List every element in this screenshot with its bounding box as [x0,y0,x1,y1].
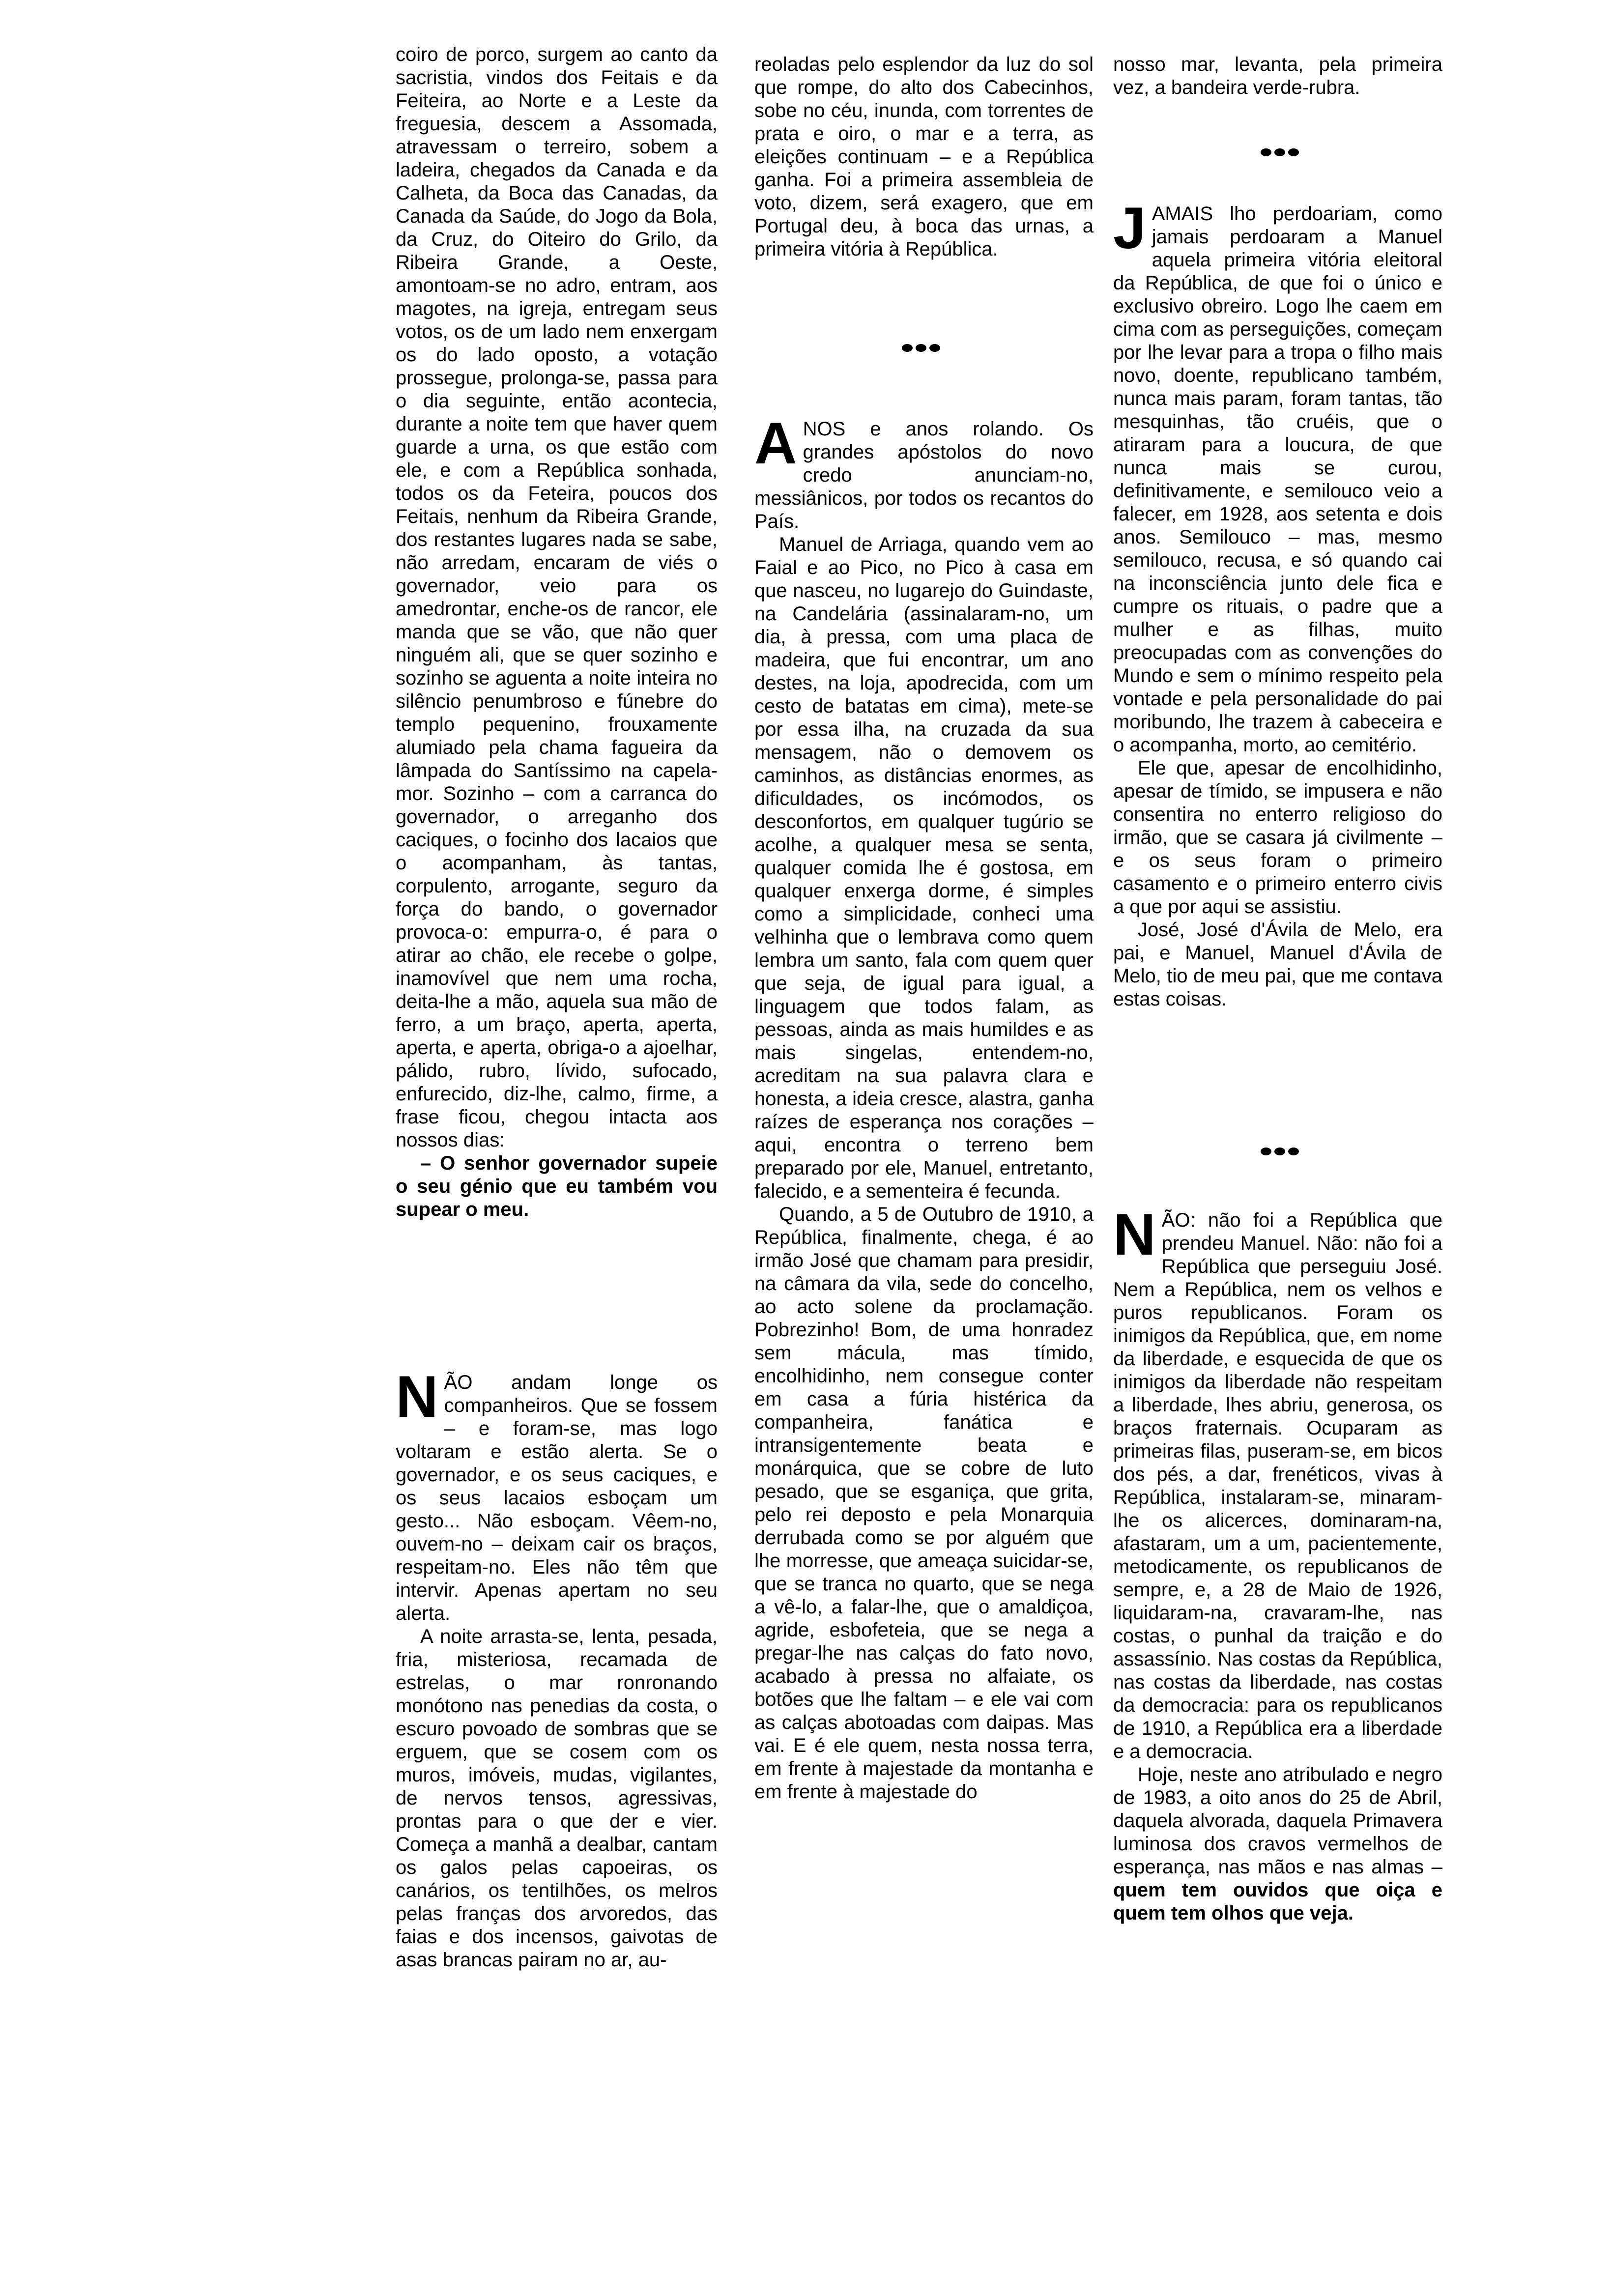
drop-cap: N [1113,1202,1156,1267]
closing-bold-text: quem tem ouvidos que oiça e quem tem olhos que veja. [1113,1879,1442,1924]
paragraph: José, José d'Ávila de Melo, era pai, e Manuel, Manuel d'Ávila de Melo, tio de meu pai, que me contava estas coisas. [1113,919,1442,1010]
column-3-section-3 [1113,1202,1442,1925]
column-3-top [1113,53,1442,99]
paragraph: JAMAIS lho perdoariam, como jamais perdoaram a Manuel aquela primeira vitória eleitoral da República, de que foi o único e exclusivo obreiro. Logo lhe caem em cima com as perseguições, começam por lhe levar para a tropa o filho mais novo, doente, republicano também, nunca mais param, foram tantas, tão mesquinhas, tão cruéis, que o atiraram para a loucura, de que nunca mais se curou, definitivamente, e semilouco veio a falecer, em 1928, aos setenta e dois anos. Semilouco – mas, mesmo semilouco, recusa, e só quando cai na inconsciência junto dele fica e cumpre os rituais, o padre que a mulher e as filhas, muito preocupadas com as convenções do Mundo e sem o mínimo respeito pela vontade e pela personalidade do pai moribundo, lhe trazem à cabeceira e o acompanha, morto, ao cemitério. [1113,195,1442,756]
three-dots-separator-icon [1261,148,1299,156]
paragraph: Quando, a 5 de Outubro de 1910, a República, finalmente, chega, é ao irmão José que chamam para presidir, na câmara da vila, sede do concelho, ao acto solene da proclamação. Pobrezinho! Bom, de uma honradez sem mácula, mas tímido, encolhidinho, nem consegue conter em casa a fúria histérica da companheira, fanática e intransigentemente beata e monárquica, que se cobre de luto pesado, que se esganiça, que grita, pelo rei deposto e pela Monarquia derrubada como se por alguém que lhe morresse, que ameaça suicidar-se, que se tranca no quarto, que se nega a vê-lo, a falar-lhe, que o amaldiçoa, agride, esbofeteia, que se nega a pregar-lhe nas calças do fato novo, acabado à pressa no alfaiate, os botões que lhe faltam – e ele vai com as calças abotoadas com daipas. Mas vai. E é ele quem, nesta nossa terra, em frente à majestade da montanha e em frente à majestade do [754,1204,1094,1803]
column-2-top [754,53,1094,261]
three-dots-separator-icon [1261,1148,1299,1155]
quote: – O senhor governador supeie o seu génio que eu também vou supear o meu. [396,1152,718,1220]
paragraph: Manuel de Arriaga, quando vem ao Faial e ao Pico, no Pico à casa em que nasceu, no lugarejo do Guindaste, na Candelária (assinalaram-no, um dia, à pressa, com uma placa de madeira, que fui encontrar, um ano destes, na loja, apodrecida, com um cesto de batatas em cima), mete-se por essa ilha, na cruzada da sua mensagem, não o demovem os caminhos, as distâncias enormes, as dificuldades, os incómodos, os desconfortos, em qualquer tugúrio se acolhe, a qualquer mesa se senta, qualquer comida lhe é gostosa, em qualquer enxerga dorme, é simples como a simplicidade, conheci uma velhinha que o lembrava como quem lembra um santo, fala com quem quer que seja, de igual para igual, a linguagem que todos falam, as pessoas, ainda as mais humildes e as mais singelas, entendem-no, acreditam na sua palavra clara e honesta, a ideia cresce, alastra, ganha raízes de esperança nos corações – aqui, encontra o terreno bem preparado por ele, Manuel, entretanto, falecido, e a sementeira é fecunda. [754,534,1094,1202]
paragraph: reoladas pelo esplendor da luz do sol que rompe, do alto dos Cabecinhos, sobe no céu, inunda, com torrentes de prata e oiro, o mar e a terra, as eleições continuam – e a República ganha. Foi a primeira assembleia de voto, dizem, será exagero, que em Portugal deu, à boca das urnas, a primeira vitória à República. [754,54,1094,260]
paragraph: A noite arrasta-se, lenta, pesada, fria, misteriosa, recamada de estrelas, o mar ronronando monótono nas penedias da costa, o escuro povoado de sombras que se erguem, que se cosem com os muros, imóveis, mudas, vigilantes, de nervos tensos, agressivas, prontas para o que der e vier. Começa a manhã a dealbar, cantam os galos pelas capoeiras, os canários, os tentilhões, os melros pelas franças dos arvoredos, das faias e dos incensos, gaivotas de asas brancas pairam no ar, au- [396,1626,718,1971]
paragraph: Ele que, apesar de encolhidinho, apesar de tímido, se impusera e não consentira no enterro religioso do irmão, que se casara já civilmente – e os seus foram o primeiro casamento e o primeiro enterro civis a que por aqui se assistiu. [1113,757,1442,918]
drop-cap: A [754,410,797,476]
drop-cap: N [396,1364,438,1430]
paragraph: nosso mar, levanta, pela primeira vez, a bandeira verde-rubra. [1113,54,1442,98]
paragraph: ANOS e anos rolando. Os grandes apóstolos do novo credo anunciam-no, messiânicos, por todos os recantos do País. [754,410,1094,532]
column-2-section-2 [754,410,1094,1804]
three-dots-separator-icon [902,344,940,352]
paragraph: coiro de porco, surgem ao canto da sacristia, vindos dos Feitais e da Feiteira, ao Norte e a Leste da freguesia, descem a Assomada, atravessam o terreiro, sobem a ladeira, chegados da Canada e da Calheta, da Boca das Canadas, da Canada da Saúde, do Jogo da Bola, da Cruz, do Oiteiro do Grilo, da Ribeira Grande, a Oeste, amontoam-se no adro, entram, aos magotes, na igreja, entregam seus votos, os de um lado nem enxergam os do lado oposto, a votação prossegue, prolonga-se, passa para o dia seguinte, então acontecia, durante a noite tem que haver quem guarde a urna, os que estão com ele, e com a República sonhada, todos os da Feteira, poucos dos Feitais, nenhum da Ribeira Grande, dos restantes lugares nada se sabe, não arredam, encaram de viés o governador, veio para os amedrontar, enche-os de rancor, ele manda que se vão, que não quer ninguém ali, que se quer sozinho e sozinho se aguenta a noite inteira no silêncio penumbroso e fúnebre do templo pequenino, frouxamente alumiado pela chama fagueira da lâmpada do Santíssimo na capela-mor. Sozinho – com a carranca do governador, o arreganho dos caciques, o focinho dos lacaios que o acompanham, às tantas, corpulento, arrogante, seguro da força do bando, o governador provoca-o: empurra-o, é para o atirar ao chão, ele recebe o golpe, inamovível que nem uma rocha, deita-lhe a mão, aquela sua mão de ferro, a um braço, aperta, aperta, aperta, e aperta, obriga-o a ajoelhar, pálido, rubro, lívido, sufocado, enfurecido, diz-lhe, calmo, firme, a frase ficou, chegou intacta aos nossos dias: [396,44,718,1151]
column-3-section-2 [1113,195,1442,1011]
drop-cap: J [1113,195,1146,261]
column-1-top [396,43,718,1221]
paragraph: NÃO: não foi a República que prendeu Manuel. Não: não foi a República que perseguiu José. Nem a República, nem os velhos e puros republicanos. Foram os inimigos da República, que, em nome da liberdade, e esquecida de que os inimigos da liberdade não respeitam a liberdade, lhes abriu, generosa, os braços fraternais. Ocuparam as primeiras filas, puseram-se, em bicos dos pés, a dar, frenéticos, vivas à República, instalaram-se, minaram-lhe os alicerces, dominaram-na, afastaram, um a um, pacientemente, metodicamente, os republicanos de sempre, e, a 28 de Maio de 1926, liquidaram-na, cravaram-lhe, nas costas, o punhal da traição e do assassínio. Nas costas da República, nas costas da liberdade, nas costas da democracia: para os republicanos de 1910, a República era a liberdade e a democracia. [1113,1202,1442,1762]
paragraph: Hoje, neste ano atribulado e negro de 1983, a oito anos do 25 de Abril, daquela alvorada, daquela Primavera luminosa dos cravos vermelhos de esperança, nas mãos e nas almas – quem tem ouvidos que oiça e quem tem olhos que veja. [1113,1764,1442,1924]
paragraph: NÃO andam longe os companheiros. Que se fossem – e foram-se, mas logo voltaram e estão alerta. Se o governador, e os seus caciques, e os seus lacaios esboçam um gesto... Não esboçam. Vêem-no, ouvem-no – deixam cair os braços, respeitam-no. Eles não têm que intervir. Apenas apertam no seu alerta. [396,1364,718,1624]
column-1-section-2 [396,1364,718,1972]
